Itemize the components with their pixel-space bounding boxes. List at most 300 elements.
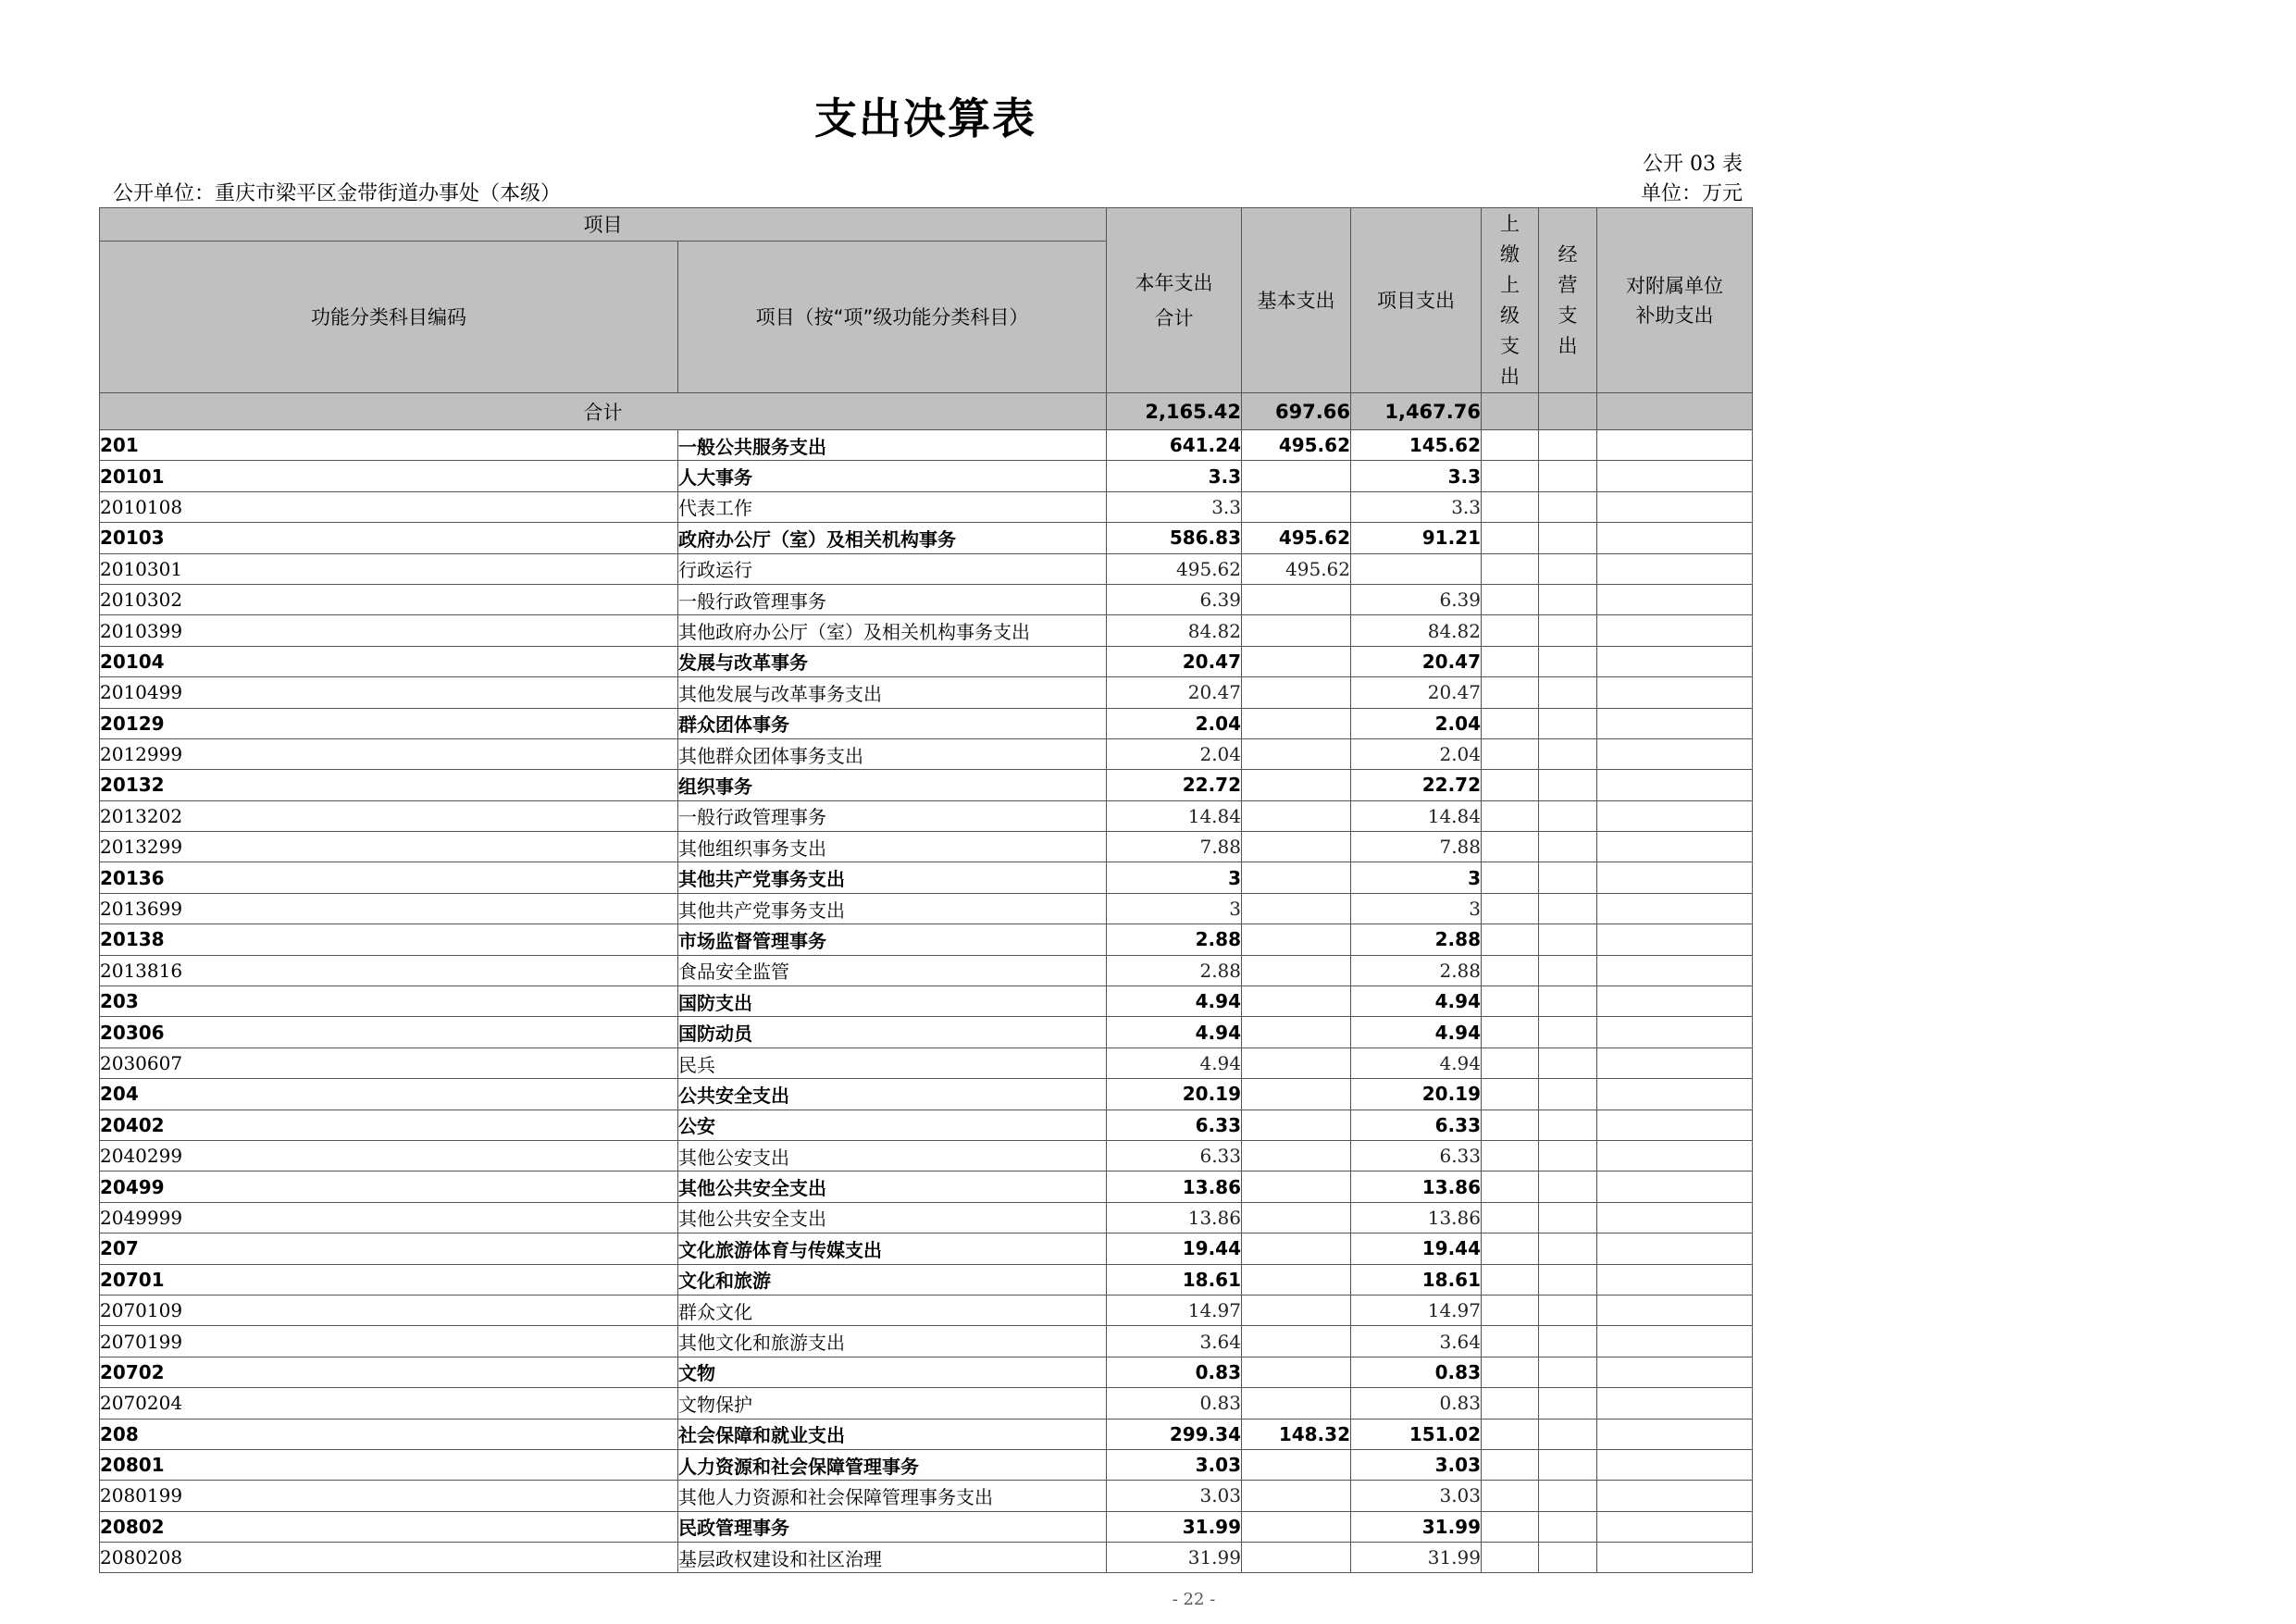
cell-code: 2013699 <box>100 893 678 924</box>
cell-item: 19.44 <box>1351 1233 1482 1264</box>
cell-business <box>1539 1202 1597 1233</box>
cell-name: 其他公安支出 <box>678 1140 1107 1171</box>
cell-basic <box>1242 1110 1351 1140</box>
cell-business <box>1539 1110 1597 1140</box>
cell-subsidy <box>1597 955 1753 986</box>
cell-item: 14.97 <box>1351 1295 1482 1325</box>
cell-code: 2013299 <box>100 832 678 862</box>
cell-basic <box>1242 770 1351 800</box>
cell-business <box>1539 1295 1597 1325</box>
cell-subsidy <box>1597 1295 1753 1325</box>
cell-upper <box>1482 430 1539 461</box>
cell-name: 政府办公厅（室）及相关机构事务 <box>678 523 1107 553</box>
cell-upper <box>1482 1233 1539 1264</box>
cell-subsidy <box>1597 461 1753 491</box>
table-row <box>100 523 1753 553</box>
cell-name: 发展与改革事务 <box>678 646 1107 676</box>
table-row <box>100 708 1753 738</box>
cell-total: 2.88 <box>1107 955 1242 986</box>
table-row <box>100 553 1753 584</box>
cell-business <box>1539 862 1597 893</box>
cell-business <box>1539 1048 1597 1078</box>
cell-business <box>1539 1233 1597 1264</box>
cell-business <box>1539 770 1597 800</box>
summary-row <box>100 393 1753 430</box>
cell-total: 495.62 <box>1107 553 1242 584</box>
cell-upper <box>1482 584 1539 614</box>
table-row <box>100 1511 1753 1542</box>
cell-code: 2013816 <box>100 955 678 986</box>
cell-business <box>1539 924 1597 955</box>
cell-basic <box>1242 584 1351 614</box>
cell-basic <box>1242 832 1351 862</box>
cell-code: 2012999 <box>100 738 678 769</box>
cell-upper <box>1482 986 1539 1017</box>
cell-basic <box>1242 893 1351 924</box>
cell-name: 民政管理事务 <box>678 1511 1107 1542</box>
cell-basic <box>1242 1202 1351 1233</box>
cell-business <box>1539 1511 1597 1542</box>
cell-item: 20.47 <box>1351 677 1482 708</box>
cell-item: 3 <box>1351 862 1482 893</box>
cell-name: 国防支出 <box>678 986 1107 1017</box>
cell-subsidy <box>1597 1449 1753 1480</box>
cell-code: 20402 <box>100 1110 678 1140</box>
cell-total: 2.04 <box>1107 738 1242 769</box>
cell-subsidy <box>1597 491 1753 522</box>
table-row <box>100 1110 1753 1140</box>
cell-name: 其他群众团体事务支出 <box>678 738 1107 769</box>
cell-basic <box>1242 800 1351 831</box>
table-row <box>100 677 1753 708</box>
cell-name: 基层政权建设和社区治理 <box>678 1543 1107 1573</box>
table-row <box>100 1172 1753 1202</box>
cell-code: 207 <box>100 1233 678 1264</box>
cell-total: 84.82 <box>1107 615 1242 646</box>
cell-name: 行政运行 <box>678 553 1107 584</box>
cell-subsidy <box>1597 1140 1753 1171</box>
cell-code: 20138 <box>100 924 678 955</box>
table-row <box>100 1449 1753 1480</box>
cell-code: 2049999 <box>100 1202 678 1233</box>
cell-total: 14.97 <box>1107 1295 1242 1325</box>
cell-business <box>1539 955 1597 986</box>
cell-business <box>1539 461 1597 491</box>
cell-code: 2070204 <box>100 1388 678 1419</box>
cell-subsidy <box>1597 1481 1753 1511</box>
cell-business <box>1539 646 1597 676</box>
cell-basic <box>1242 1511 1351 1542</box>
cell-item: 2.88 <box>1351 955 1482 986</box>
cell-name: 一般行政管理事务 <box>678 584 1107 614</box>
cell-upper <box>1482 523 1539 553</box>
cell-name: 人力资源和社会保障管理事务 <box>678 1449 1107 1480</box>
cell-name: 文物保护 <box>678 1388 1107 1419</box>
cell-basic <box>1242 491 1351 522</box>
table-row <box>100 1543 1753 1573</box>
cell-basic <box>1242 955 1351 986</box>
cell-code: 204 <box>100 1079 678 1110</box>
cell-name: 公共安全支出 <box>678 1079 1107 1110</box>
cell-business <box>1539 677 1597 708</box>
cell-upper <box>1482 1357 1539 1387</box>
cell-total: 4.94 <box>1107 1048 1242 1078</box>
table-row <box>100 738 1753 769</box>
cell-basic <box>1242 1388 1351 1419</box>
cell-total: 6.39 <box>1107 584 1242 614</box>
cell-basic <box>1242 738 1351 769</box>
cell-subsidy <box>1597 1388 1753 1419</box>
cell-business <box>1539 893 1597 924</box>
cell-item: 3.03 <box>1351 1449 1482 1480</box>
cell-item: 6.39 <box>1351 584 1482 614</box>
cell-item: 0.83 <box>1351 1357 1482 1387</box>
cell-upper <box>1482 924 1539 955</box>
cell-upper <box>1482 1481 1539 1511</box>
cell-item: 2.04 <box>1351 738 1482 769</box>
cell-total: 14.84 <box>1107 800 1242 831</box>
summary-upper <box>1482 393 1539 430</box>
cell-name: 其他公共安全支出 <box>678 1172 1107 1202</box>
cell-basic <box>1242 986 1351 1017</box>
cell-business <box>1539 1419 1597 1449</box>
cell-item: 3 <box>1351 893 1482 924</box>
cell-code: 20802 <box>100 1511 678 1542</box>
reporting-unit: 公开单位：重庆市梁平区金带街道办事处（本级） <box>113 182 562 205</box>
cell-upper <box>1482 955 1539 986</box>
cell-business <box>1539 1140 1597 1171</box>
cell-total: 3.03 <box>1107 1449 1242 1480</box>
table-row <box>100 924 1753 955</box>
cell-subsidy <box>1597 1079 1753 1110</box>
summary-subsidy <box>1597 393 1753 430</box>
cell-subsidy <box>1597 523 1753 553</box>
summary-label: 合计 <box>100 393 1107 430</box>
cell-name: 其他文化和旅游支出 <box>678 1326 1107 1357</box>
cell-subsidy <box>1597 770 1753 800</box>
header-total: 本年支出合计 <box>1107 208 1242 393</box>
cell-subsidy <box>1597 1326 1753 1357</box>
cell-basic <box>1242 677 1351 708</box>
cell-upper <box>1482 1511 1539 1542</box>
table-row <box>100 1017 1753 1048</box>
cell-upper <box>1482 615 1539 646</box>
table-row <box>100 461 1753 491</box>
cell-item: 7.88 <box>1351 832 1482 862</box>
cell-subsidy <box>1597 677 1753 708</box>
cell-code: 2080208 <box>100 1543 678 1573</box>
cell-name: 组织事务 <box>678 770 1107 800</box>
cell-upper <box>1482 1295 1539 1325</box>
cell-upper <box>1482 770 1539 800</box>
cell-subsidy <box>1597 1511 1753 1542</box>
cell-code: 2013202 <box>100 800 678 831</box>
cell-name: 食品安全监管 <box>678 955 1107 986</box>
cell-total: 3.3 <box>1107 461 1242 491</box>
cell-subsidy <box>1597 1172 1753 1202</box>
cell-total: 2.88 <box>1107 924 1242 955</box>
cell-total: 20.47 <box>1107 677 1242 708</box>
cell-upper <box>1482 1388 1539 1419</box>
table-row <box>100 1202 1753 1233</box>
cell-item: 4.94 <box>1351 1048 1482 1078</box>
cell-subsidy <box>1597 1017 1753 1048</box>
header-subsidy: 对附属单位补助支出 <box>1597 208 1753 393</box>
cell-total: 3.03 <box>1107 1481 1242 1511</box>
header-business: 经营支出 <box>1539 208 1597 393</box>
table-row <box>100 584 1753 614</box>
cell-code: 201 <box>100 430 678 461</box>
table-row <box>100 1481 1753 1511</box>
cell-code: 2070109 <box>100 1295 678 1325</box>
cell-code: 2010301 <box>100 553 678 584</box>
cell-total: 7.88 <box>1107 832 1242 862</box>
cell-upper <box>1482 1202 1539 1233</box>
cell-subsidy <box>1597 1357 1753 1387</box>
cell-subsidy <box>1597 924 1753 955</box>
currency-unit: 单位：万元 <box>1640 182 1743 205</box>
cell-subsidy <box>1597 1264 1753 1295</box>
cell-name: 其他人力资源和社会保障管理事务支出 <box>678 1481 1107 1511</box>
page-number: - 22 - <box>1172 1590 1216 1609</box>
cell-name: 其他公共安全支出 <box>678 1202 1107 1233</box>
cell-upper <box>1482 1079 1539 1110</box>
table-row <box>100 1048 1753 1078</box>
cell-item: 20.19 <box>1351 1079 1482 1110</box>
table-row <box>100 986 1753 1017</box>
table-row <box>100 1295 1753 1325</box>
header-project: 项目 <box>100 208 1107 242</box>
cell-total: 3 <box>1107 862 1242 893</box>
cell-business <box>1539 1481 1597 1511</box>
table-row <box>100 832 1753 862</box>
cell-business <box>1539 1264 1597 1295</box>
cell-basic: 495.62 <box>1242 523 1351 553</box>
table-row <box>100 1079 1753 1110</box>
cell-total: 299.34 <box>1107 1419 1242 1449</box>
table-row <box>100 955 1753 986</box>
cell-business <box>1539 1017 1597 1048</box>
cell-basic <box>1242 1481 1351 1511</box>
cell-upper <box>1482 893 1539 924</box>
cell-basic <box>1242 1172 1351 1202</box>
cell-total: 22.72 <box>1107 770 1242 800</box>
cell-upper <box>1482 1326 1539 1357</box>
cell-name: 其他共产党事务支出 <box>678 862 1107 893</box>
cell-total: 4.94 <box>1107 986 1242 1017</box>
cell-code: 2080199 <box>100 1481 678 1511</box>
cell-basic <box>1242 1326 1351 1357</box>
table-row <box>100 893 1753 924</box>
cell-name: 社会保障和就业支出 <box>678 1419 1107 1449</box>
cell-code: 208 <box>100 1419 678 1449</box>
cell-basic <box>1242 1264 1351 1295</box>
cell-basic <box>1242 862 1351 893</box>
cell-business <box>1539 986 1597 1017</box>
cell-item: 22.72 <box>1351 770 1482 800</box>
cell-item: 6.33 <box>1351 1140 1482 1171</box>
cell-total: 641.24 <box>1107 430 1242 461</box>
cell-item: 3.64 <box>1351 1326 1482 1357</box>
cell-item: 145.62 <box>1351 430 1482 461</box>
cell-total: 6.33 <box>1107 1110 1242 1140</box>
cell-code: 20801 <box>100 1449 678 1480</box>
header-item: 项目支出 <box>1351 208 1482 393</box>
cell-basic <box>1242 1140 1351 1171</box>
cell-code: 20306 <box>100 1017 678 1048</box>
cell-subsidy <box>1597 832 1753 862</box>
cell-item: 2.04 <box>1351 708 1482 738</box>
cell-subsidy <box>1597 986 1753 1017</box>
cell-basic: 148.32 <box>1242 1419 1351 1449</box>
cell-basic <box>1242 615 1351 646</box>
cell-basic <box>1242 708 1351 738</box>
cell-total: 2.04 <box>1107 708 1242 738</box>
cell-total: 31.99 <box>1107 1543 1242 1573</box>
cell-item: 13.86 <box>1351 1202 1482 1233</box>
cell-basic <box>1242 924 1351 955</box>
cell-total: 31.99 <box>1107 1511 1242 1542</box>
cell-subsidy <box>1597 893 1753 924</box>
cell-name: 公安 <box>678 1110 1107 1140</box>
cell-business <box>1539 708 1597 738</box>
cell-item: 31.99 <box>1351 1543 1482 1573</box>
cell-business <box>1539 1172 1597 1202</box>
cell-business <box>1539 491 1597 522</box>
table-row <box>100 1388 1753 1419</box>
cell-code: 2010399 <box>100 615 678 646</box>
cell-name: 其他组织事务支出 <box>678 832 1107 862</box>
cell-upper <box>1482 800 1539 831</box>
cell-code: 20136 <box>100 862 678 893</box>
cell-total: 13.86 <box>1107 1172 1242 1202</box>
cell-business <box>1539 430 1597 461</box>
cell-item: 31.99 <box>1351 1511 1482 1542</box>
cell-code: 20101 <box>100 461 678 491</box>
cell-item: 18.61 <box>1351 1264 1482 1295</box>
cell-name: 文化和旅游 <box>678 1264 1107 1295</box>
cell-basic: 495.62 <box>1242 553 1351 584</box>
cell-total: 20.47 <box>1107 646 1242 676</box>
cell-business <box>1539 1449 1597 1480</box>
cell-subsidy <box>1597 1543 1753 1573</box>
cell-upper <box>1482 1264 1539 1295</box>
cell-total: 3.64 <box>1107 1326 1242 1357</box>
cell-upper <box>1482 646 1539 676</box>
cell-item: 14.84 <box>1351 800 1482 831</box>
cell-item: 0.83 <box>1351 1388 1482 1419</box>
cell-upper <box>1482 1172 1539 1202</box>
cell-item: 3.3 <box>1351 461 1482 491</box>
cell-code: 2010499 <box>100 677 678 708</box>
cell-total: 0.83 <box>1107 1388 1242 1419</box>
cell-item: 3.03 <box>1351 1481 1482 1511</box>
cell-upper <box>1482 491 1539 522</box>
cell-code: 2070199 <box>100 1326 678 1357</box>
cell-subsidy <box>1597 800 1753 831</box>
cell-name: 市场监督管理事务 <box>678 924 1107 955</box>
cell-item: 6.33 <box>1351 1110 1482 1140</box>
cell-code: 2010302 <box>100 584 678 614</box>
cell-subsidy <box>1597 862 1753 893</box>
cell-business <box>1539 553 1597 584</box>
summary-basic: 697.66 <box>1242 393 1351 430</box>
cell-upper <box>1482 1110 1539 1140</box>
cell-basic <box>1242 1295 1351 1325</box>
cell-total: 19.44 <box>1107 1233 1242 1264</box>
cell-name: 其他共产党事务支出 <box>678 893 1107 924</box>
table-row <box>100 1233 1753 1264</box>
cell-subsidy <box>1597 1202 1753 1233</box>
cell-business <box>1539 584 1597 614</box>
cell-subsidy <box>1597 1048 1753 1078</box>
cell-basic <box>1242 1233 1351 1264</box>
cell-basic <box>1242 1543 1351 1573</box>
cell-basic <box>1242 1017 1351 1048</box>
cell-item: 20.47 <box>1351 646 1482 676</box>
cell-total: 586.83 <box>1107 523 1242 553</box>
cell-total: 20.19 <box>1107 1079 1242 1110</box>
cell-item <box>1351 553 1482 584</box>
cell-item: 84.82 <box>1351 615 1482 646</box>
cell-subsidy <box>1597 1233 1753 1264</box>
cell-code: 20132 <box>100 770 678 800</box>
cell-basic <box>1242 1079 1351 1110</box>
cell-code: 20104 <box>100 646 678 676</box>
cell-name: 人大事务 <box>678 461 1107 491</box>
table-row <box>100 1264 1753 1295</box>
table-row <box>100 491 1753 522</box>
cell-basic <box>1242 1449 1351 1480</box>
cell-business <box>1539 1388 1597 1419</box>
page-title: 支出决算表 <box>814 93 1036 143</box>
summary-total: 2,165.42 <box>1107 393 1242 430</box>
cell-upper <box>1482 1140 1539 1171</box>
expenditure-table <box>99 207 1753 1573</box>
cell-subsidy <box>1597 553 1753 584</box>
cell-business <box>1539 1079 1597 1110</box>
cell-upper <box>1482 1048 1539 1078</box>
cell-code: 2030607 <box>100 1048 678 1078</box>
cell-code: 2040299 <box>100 1140 678 1171</box>
cell-business <box>1539 615 1597 646</box>
cell-code: 203 <box>100 986 678 1017</box>
cell-item: 13.86 <box>1351 1172 1482 1202</box>
cell-upper <box>1482 862 1539 893</box>
cell-upper <box>1482 832 1539 862</box>
table-row <box>100 646 1753 676</box>
cell-name: 民兵 <box>678 1048 1107 1078</box>
cell-total: 3 <box>1107 893 1242 924</box>
cell-upper <box>1482 708 1539 738</box>
header-name: 项目（按“项”级功能分类科目） <box>678 242 1107 393</box>
cell-business <box>1539 738 1597 769</box>
cell-total: 18.61 <box>1107 1264 1242 1295</box>
header-upper: 上缴上级支出 <box>1482 208 1539 393</box>
cell-subsidy <box>1597 1419 1753 1449</box>
header-basic: 基本支出 <box>1242 208 1351 393</box>
cell-basic <box>1242 1048 1351 1078</box>
cell-business <box>1539 1543 1597 1573</box>
cell-code: 20129 <box>100 708 678 738</box>
cell-name: 一般公共服务支出 <box>678 430 1107 461</box>
cell-upper <box>1482 1017 1539 1048</box>
cell-name: 群众文化 <box>678 1295 1107 1325</box>
cell-upper <box>1482 1419 1539 1449</box>
summary-item: 1,467.76 <box>1351 393 1482 430</box>
cell-code: 20701 <box>100 1264 678 1295</box>
cell-basic <box>1242 646 1351 676</box>
